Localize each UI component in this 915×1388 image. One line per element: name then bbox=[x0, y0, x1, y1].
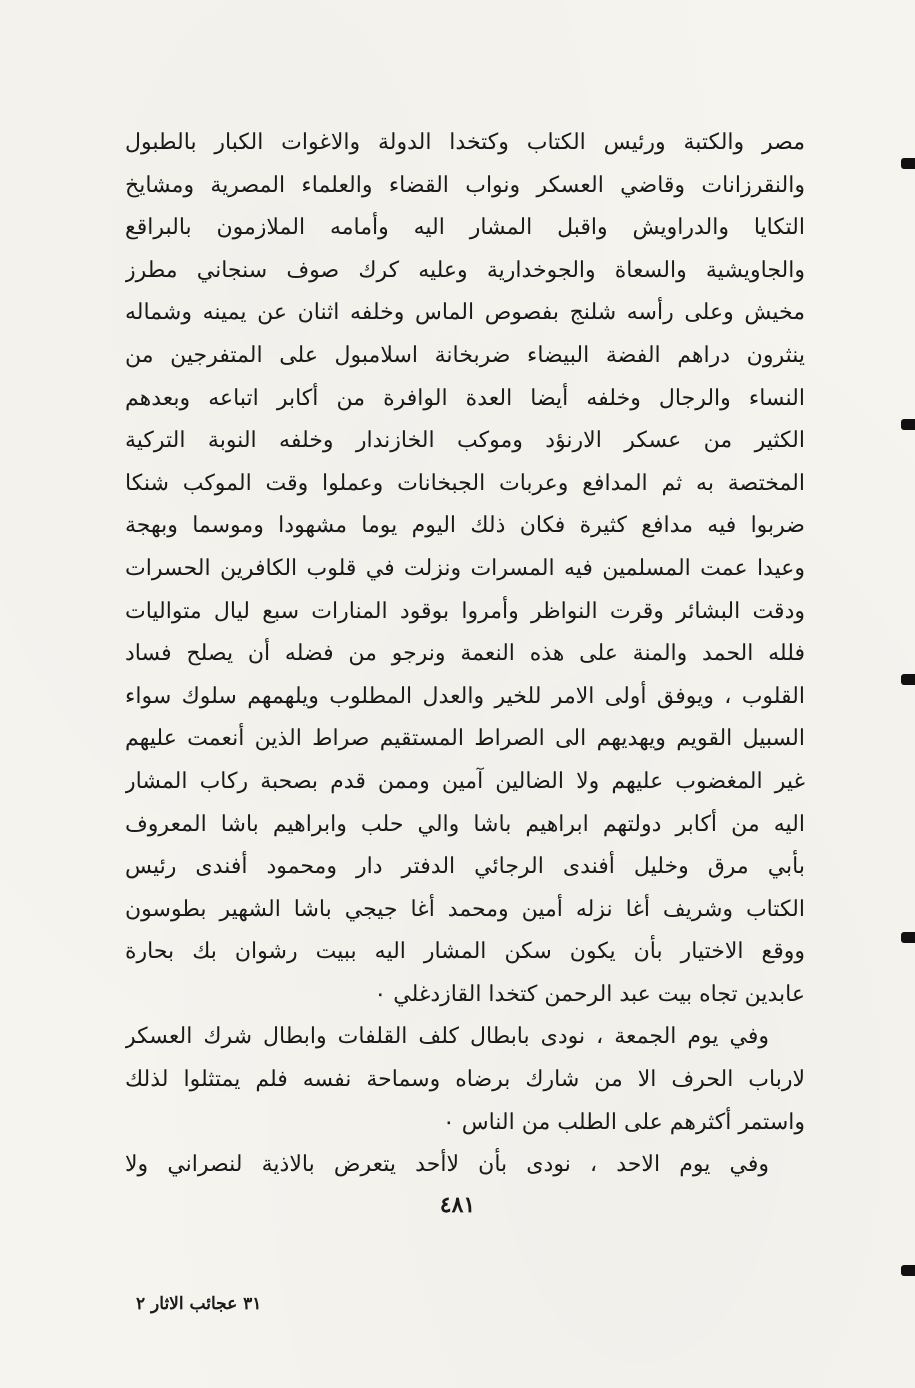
binding-mark-icon bbox=[901, 1265, 915, 1276]
text-line: والنقرزانات وقاضي العسكر ونواب القضاء والعلماء المصرية ومشايخ bbox=[125, 172, 805, 198]
page-number: ٤٨١ bbox=[439, 1192, 476, 1218]
text-line: الكتاب وشريف أغا نزله أمين ومحمد أغا جيجي باشا الشهير بطوسون bbox=[125, 896, 805, 922]
binding-mark-icon bbox=[901, 158, 915, 169]
text-line: اليه من أكابر دولتهم ابراهيم باشا والي حلب وابراهيم باشا المعروف bbox=[125, 811, 805, 837]
paragraph-end-line: عابدين تجاه بيت عبد الرحمن كتخدا القازدغلي ٠ bbox=[374, 981, 805, 1007]
text-line: الكثير من عسكر الارنؤد وموكب الخازندار وخلفه النوبة التركية bbox=[125, 428, 805, 454]
text-line: ينثرون دراهم الفضة البيضاء ضربخانة اسلامبول على المتفرجين من bbox=[125, 342, 805, 368]
text-line: ودقت البشائر وقرت النواظر وأمروا بوقود المنارات سبع ليال متواليات bbox=[125, 598, 805, 624]
text-line: النساء والرجال وخلفه أيضا العدة الوافرة من أكابر اتباعه وبعدهم bbox=[125, 385, 805, 411]
paragraph-start-line: وفي يوم الجمعة ، نودى بابطال كلف القلفات وابطال شرك العسكر bbox=[125, 1024, 769, 1050]
binding-mark-icon bbox=[901, 674, 915, 685]
text-line: غير المغضوب عليهم ولا الضالين آمين وممن قدم بصحبة ركاب المشار bbox=[125, 768, 805, 794]
paragraph-end-line: واستمر أكثرهم على الطلب من الناس ٠ bbox=[442, 1109, 805, 1135]
binding-mark-icon bbox=[901, 932, 915, 943]
text-line: وعيدا عمت المسلمين فيه المسرات ونزلت في قلوب الكافرين الحسرات bbox=[125, 555, 805, 581]
text-line: لارباب الحرف الا من شارك برضاه وسماحة نفسه فلم يمتثلوا لذلك bbox=[125, 1067, 805, 1093]
text-line: مخيش وعلى رأسه شلنج بفصوص الماس وخلفه اثنان عن يمينه وشماله bbox=[125, 300, 805, 326]
text-line: مصر والكتبة ورئيس الكتاب وكتخدا الدولة والاغوات الكبار بالطبول bbox=[125, 130, 805, 155]
text-line: ضربوا فيه مدافع كثيرة فكان ذلك اليوم يوما مشهودا وموسما وبهجة bbox=[125, 513, 805, 539]
paragraph-start-line: وفي يوم الاحد ، نودى بأن لاأحد يتعرض بالاذية لنصراني ولا bbox=[125, 1152, 769, 1178]
text-line: القلوب ، ويوفق أولى الامر للخير والعدل المطلوب ويلهمهم سلوك سواء bbox=[125, 683, 805, 709]
body-text bbox=[125, 122, 805, 1187]
binding-mark-icon bbox=[901, 419, 915, 430]
text-line: ووقع الاختيار بأن يكون سكن المشار اليه ببيت رشوان بك بحارة bbox=[125, 939, 805, 965]
text-line: التكايا والدراويش واقبل المشار اليه وأمامه الملازمون بالبراقع bbox=[125, 215, 805, 241]
text-line: المختصة به ثم المدافع وعربات الجبخانات وعملوا وقت الموكب شنكا bbox=[125, 470, 805, 496]
text-line: والجاويشية والسعاة والجوخدارية وعليه كرك صوف سنجاني مطرز bbox=[125, 257, 805, 283]
signature-footer: ٣١ عجائب الاثار ٢ bbox=[136, 1294, 262, 1314]
text-line: السبيل القويم ويهديهم الى الصراط المستقيم صراط الذين أنعمت عليهم bbox=[125, 726, 805, 752]
text-line: فلله الحمد والمنة على هذه النعمة ونرجو من فضله أن يصلح فساد bbox=[125, 641, 805, 667]
text-line: بأبي مرق وخليل أفندى الرجائي الدفتر دار ومحمود أفندى رئيس bbox=[125, 854, 805, 880]
